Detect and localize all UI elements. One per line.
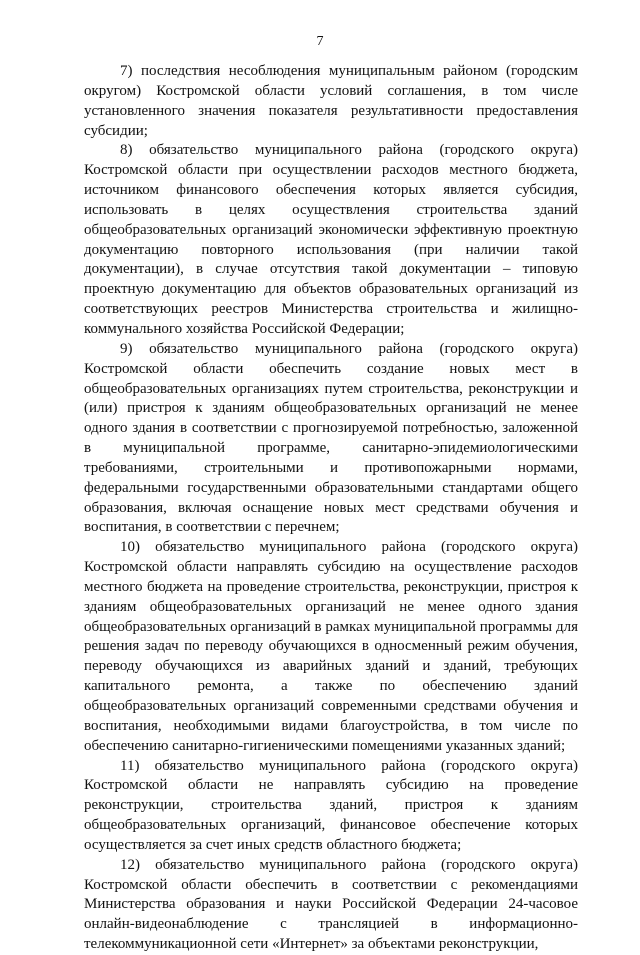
- body-text: [84, 62, 578, 955]
- paragraph-12: 12) обязательство муниципального района (городского округа) Костромской области обеспечить в соответствии с рекомендациями Министерства образования и науки Российской Федерации 24-часовое онлайн-видеонаблюдение с трансляцией в информационно-телекоммуникационной сети «Интернет» за объектами реконструкции,: [84, 856, 578, 953]
- paragraph-7: 7) последствия несоблюдения муниципальным районом (городским округом) Костромской области условий соглашения, в том числе установленного значения показателя результативности предоставления субсидии;: [84, 63, 578, 139]
- paragraph-11: 11) обязательство муниципального района (городского округа) Костромской области не направлять субсидию на проведение реконструкции, строительства зданий, пристроя к зданиям общеобразовательных организаций, финансовое обеспечение которых осуществляется за счет иных средств областного бюджета;: [84, 757, 578, 853]
- paragraph-10: 10) обязательство муниципального района (городского округа) Костромской области направлять субсидию на осуществление расходов местного бюджета на проведение строительства, реконструкции, пристроя к зданиям общеобразовательных организаций не менее одного здания общеобразовательных организаций в рамках муниципальной программы для решения задач по переводу обучающихся в односменный режим обучения, переводу обучающихся из аварийных зданий и зданий, требующих капитального ремонта, а также по обеспечению зданий общеобразовательных организаций современными средствами обучения и воспитания, необходимыми видами благоустройства, в том числе по обеспечению санитарно-гигиеническими помещениями указанных зданий;: [84, 539, 578, 754]
- paragraph-8: 8) обязательство муниципального района (городского округа) Костромской области при осуществлении расходов местного бюджета, источником финансового обеспечения которых является субсидия, использовать в целях осуществления строительства зданий общеобразовательных организаций экономически эффективную проектную документацию повторного использования (при наличии такой документации), в случае отсутствия такой документации – типовую проектную документацию для объектов образовательных организаций из соответствующих реестров Министерства строительства и жилищно-коммунального хозяйства Российской Федерации;: [84, 142, 578, 337]
- paragraph-9: 9) обязательство муниципального района (городского округа) Костромской области обеспечить создание новых мест в общеобразовательных организациях путем строительства, реконструкции и (или) пристроя к зданиям общеобразовательных организаций не менее одного здания в соответствии с прогнозируемой потребностью, заложенной в муниципальной программе, санитарно-эпидемиологическими требованиями, строительными и противопожарными нормами, федеральными государственными образовательными стандартами общего образования, включая оснащение новых мест средствами обучения и воспитания, в соответствии с перечнем;: [84, 340, 578, 536]
- page-number: 7: [316, 34, 324, 49]
